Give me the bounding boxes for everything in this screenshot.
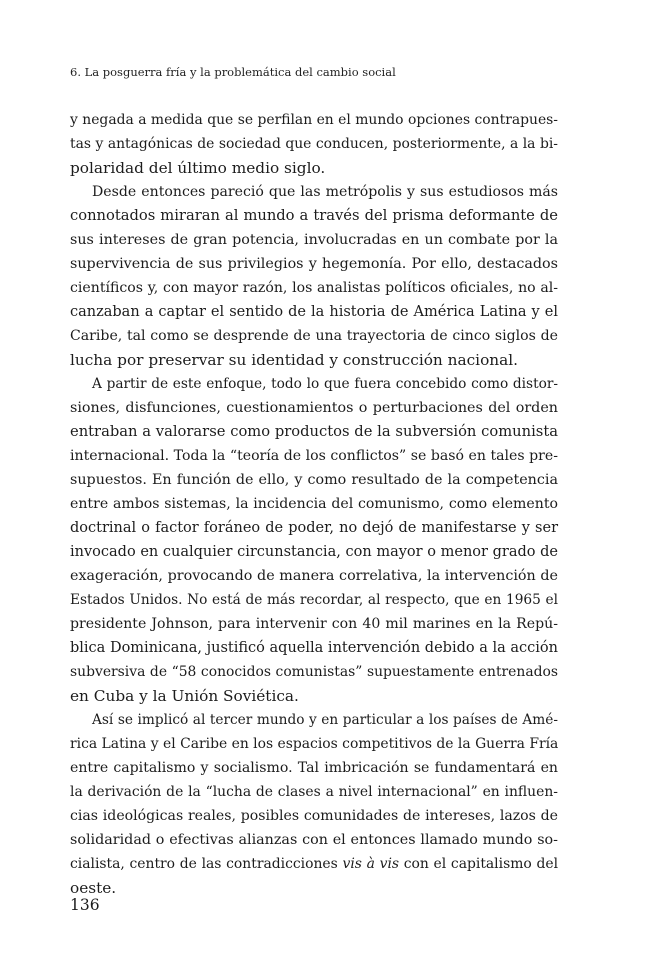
text-line: canzaban a captar el sentido de la historia de América Latina y el	[70, 304, 558, 320]
text-line: supuestos. En función de ello, y como resultado de la competencia	[70, 472, 558, 488]
text-line: la derivación de la “lucha de clases a nivel internacional” en influen-	[70, 784, 558, 800]
text-line: oeste.	[70, 879, 117, 897]
text-line: invocado en cualquier circunstancia, con mayor o menor grado de	[70, 544, 558, 560]
text-line: solidaridad o efectivas alianzas con el entonces llamado mundo so-	[70, 832, 558, 848]
text-line: doctrinal o factor foráneo de poder, no dejó de manifestarse y ser	[70, 520, 558, 536]
text-line: en Cuba y la Unión Soviética.	[70, 687, 299, 705]
italic-phrase: vis à vis	[342, 856, 400, 872]
text-line: supervivencia de sus privilegios y hegemonía. Por ello, destacados	[70, 256, 558, 272]
text-segment: con el capitalismo del	[399, 856, 559, 872]
text-line: y negada a medida que se perfilan en el mundo opciones contrapues-	[70, 112, 558, 128]
text-line: subversiva de “58 conocidos comunistas” supuestamente entrenados	[70, 664, 558, 680]
text-line: connotados miraran al mundo a través del prisma deformante de	[70, 207, 558, 224]
running-head: 6. La posguerra fría y la problemática del cambio social	[70, 65, 396, 79]
text-line: rica Latina y el Caribe en los espacios competitivos de la Guerra Fría	[70, 736, 559, 752]
text-line: Así se implicó al tercer mundo y en particular a los países de Amé-	[92, 712, 558, 728]
text-line-with-italic	[70, 852, 558, 876]
text-line: A partir de este enfoque, todo lo que fuera concebido como distor-	[92, 376, 558, 392]
text-line: entre capitalismo y socialismo. Tal imbricación se fundamentará en	[70, 760, 558, 776]
text-line: tas y antagónicas de sociedad que conducen, posteriormente, a la bi-	[70, 136, 558, 152]
text-line: blica Dominicana, justificó aquella intervención debido a la acción	[70, 640, 558, 656]
page-number: 136	[70, 896, 100, 914]
text-line: presidente Johnson, para intervenir con 40 mil marines en la Repú-	[70, 616, 558, 632]
text-line: Desde entonces pareció que las metrópolis y sus estudiosos más	[92, 184, 558, 200]
body-text	[70, 108, 558, 900]
text-line: científicos y, con mayor razón, los analistas políticos oficiales, no al-	[70, 280, 558, 296]
text-line: cias ideológicas reales, posibles comunidades de intereses, lazos de	[70, 808, 558, 824]
text-line: entre ambos sistemas, la incidencia del comunismo, como elemento	[70, 496, 558, 512]
text-line: exageración, provocando de manera correlativa, la intervención de	[70, 568, 558, 584]
text-line: Estados Unidos. No está de más recordar, al respecto, que en 1965 el	[70, 592, 558, 608]
text-line: lucha por preservar su identidad y construcción nacional.	[70, 351, 519, 369]
text-line: entraban a valorarse como productos de la subversión comunista	[70, 423, 558, 440]
text-line: sus intereses de gran potencia, involucradas en un combate por la	[70, 232, 558, 248]
text-line: Caribe, tal como se desprende de una trayectoria de cinco siglos de	[70, 328, 558, 344]
text-line: polaridad del último medio siglo.	[70, 159, 326, 177]
text-line: siones, disfunciones, cuestionamientos o perturbaciones del orden	[70, 400, 558, 416]
text-line: internacional. Toda la “teoría de los conflictos” se basó en tales pre-	[70, 448, 558, 464]
text-segment: cialista, centro de las contradicciones	[70, 856, 343, 872]
